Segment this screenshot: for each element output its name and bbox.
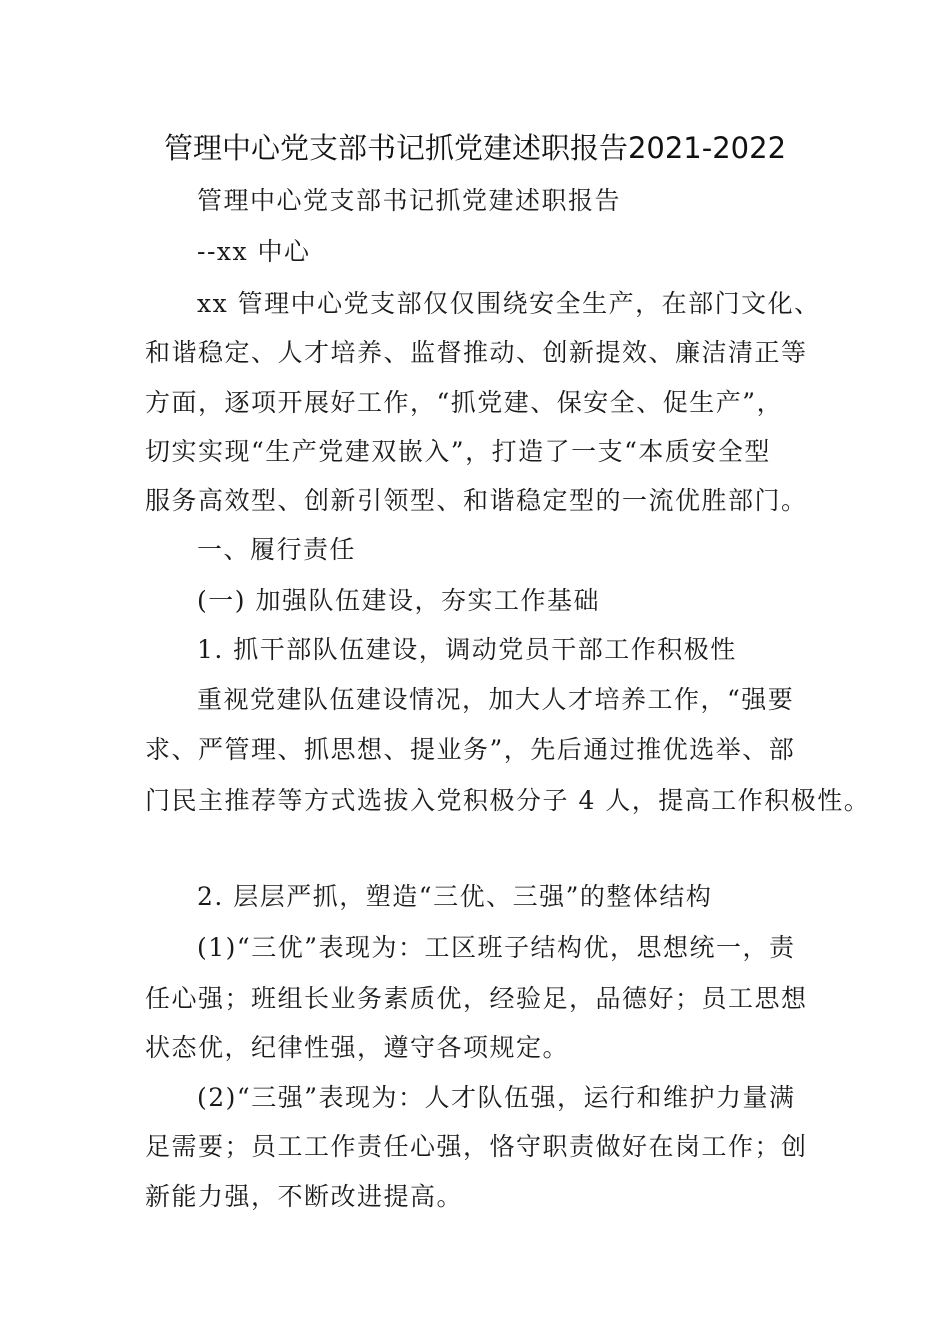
paragraph-line: 重视党建队伍建设情况，加大人才培养工作，“强要 (197, 685, 795, 714)
paragraph-line: 服务高效型、创新引领型、和谐稳定型的一流优胜部门。 (145, 486, 808, 515)
subtitle-line: 管理中心党支部书记抓党建述职报告 (197, 186, 622, 215)
paragraph-line: 切实实现“生产党建双嵌入”，打造了一支“本质安全型 (145, 437, 771, 466)
subsection-heading: (一) 加强队伍建设，夯实工作基础 (197, 586, 600, 615)
paragraph-line: 方面，逐项开展好工作，“抓党建、保安全、促生产”， (145, 388, 784, 417)
paragraph-line: 状态优，纪律性强，遵守各项规定。 (145, 1033, 570, 1062)
paragraph-line: xx 管理中心党支部仅仅围绕安全生产，在部门文化、 (197, 289, 821, 318)
paragraph-line: 足需要；员工工作责任心强，恪守职责做好在岗工作；创 (145, 1132, 808, 1161)
item-heading: 2. 层层严抓，塑造“三优、三强”的整体结构 (197, 882, 713, 911)
paragraph-line: 新能力强，不断改进提高。 (145, 1182, 464, 1211)
paragraph-line: (1)“三优”表现为：工区班子结构优，思想统一，责 (197, 933, 796, 962)
paragraph-line: (2)“三强”表现为：人才队伍强，运行和维护力量满 (197, 1083, 796, 1112)
section-heading: 一、履行责任 (197, 535, 357, 564)
paragraph-line: 任心强；班组长业务素质优，经验足，品德好；员工思想 (145, 984, 808, 1013)
paragraph-line: 和谐稳定、人才培养、监督推动、创新提效、廉洁清正等 (145, 338, 808, 367)
document-title: 管理中心党支部书记抓党建述职报告2021-2022 (163, 131, 787, 165)
paragraph-line: 门民主推荐等方式选拔入党积极分子 4 人，提高工作积极性。 (145, 786, 871, 815)
item-heading: 1. 抓干部队伍建设，调动党员干部工作积极性 (197, 635, 737, 664)
author-line: --xx 中心 (197, 237, 311, 266)
paragraph-line: 求、严管理、抓思想、提业务”，先后通过推优选举、部 (145, 735, 796, 764)
